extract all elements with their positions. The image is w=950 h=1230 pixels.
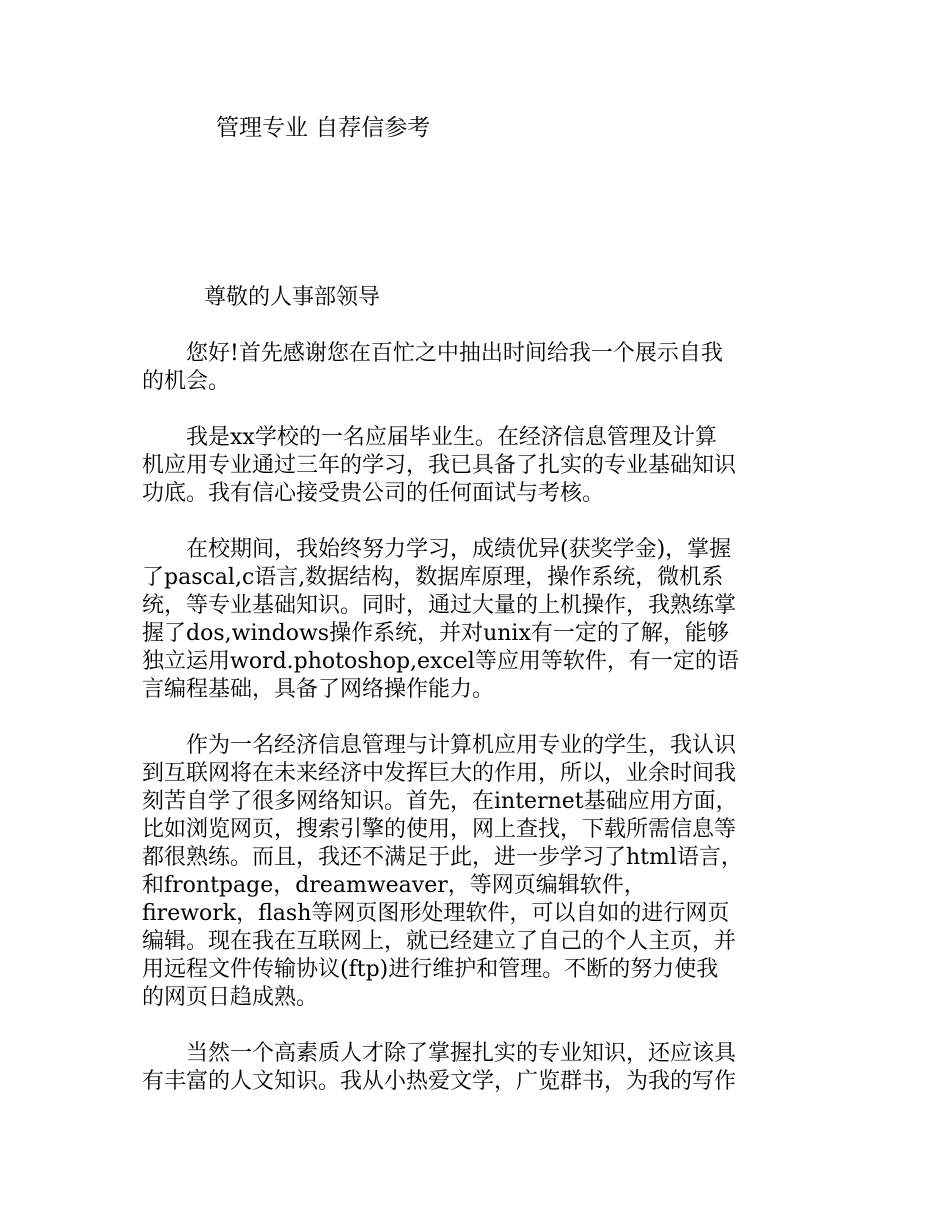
paragraph-line: 独立运用word.photoshop,excel等应用等软件，有一定的语 (142, 649, 739, 674)
paragraph-line: 在校期间，我始终努力学习，成绩优异(获奖学金)，掌握 (142, 537, 732, 562)
paragraph-line: firework，flash等网页图形处理软件，可以自如的进行网页 (142, 901, 730, 926)
paragraph-introduction (142, 424, 814, 508)
paragraph-line: 和frontpage，dreamweaver，等网页编辑软件， (142, 873, 646, 898)
paragraph-line: 比如浏览网页，搜索引擎的使用，网上查找，下载所需信息等 (142, 817, 737, 842)
paragraph-line: 机应用专业通过三年的学习，我已具备了扎实的专业基础知识 (142, 453, 737, 478)
paragraph-line: 功底。我有信心接受贵公司的任何面试与考核。 (142, 481, 605, 506)
paragraph-line: 了pascal,c语言,数据结构，数据库原理，操作系统，微机系 (142, 565, 724, 590)
paragraph-line: 刻苦自学了很多网络知识。首先，在internet基础应用方面， (142, 789, 738, 814)
paragraph-line: 作为一名经济信息管理与计算机应用专业的学生，我认识 (142, 733, 737, 758)
paragraph-humanities (142, 1040, 814, 1096)
paragraph-line: 都很熟练。而且，我还不满足于此，进一步学习了html语言， (142, 845, 743, 870)
paragraph-school-study (142, 536, 814, 704)
salutation: 尊敬的人事部领导 (204, 285, 381, 310)
paragraph-greeting (142, 340, 814, 396)
paragraph-line: 握了dos,windows操作系统，并对unix有一定的了解，能够 (142, 621, 729, 646)
paragraph-line: 用远程文件传输协议(ftp)进行维护和管理。不断的努力使我 (142, 957, 719, 982)
paragraph-line: 的网页日趋成熟。 (142, 985, 319, 1010)
document-title: 管理专业 自荐信参考 (216, 115, 431, 141)
paragraph-line: 到互联网将在未来经济中发挥巨大的作用，所以，业余时间我 (142, 761, 737, 786)
paragraph-line: 的机会。 (142, 369, 231, 394)
paragraph-line: 言编程基础，具备了网络操作能力。 (142, 677, 495, 702)
letter-body (142, 340, 814, 1124)
paragraph-line: 编辑。现在我在互联网上，就已经建立了自己的个人主页，并 (142, 929, 737, 954)
paragraph-line: 有丰富的人文知识。我从小热爱文学，广览群书，为我的写作 (142, 1069, 737, 1094)
paragraph-internet-skills (142, 732, 814, 1012)
paragraph-line: 您好!首先感谢您在百忙之中抽出时间给我一个展示自我 (142, 341, 723, 366)
paragraph-line: 统，等专业基础知识。同时，通过大量的上机操作，我熟练掌 (142, 593, 737, 618)
paragraph-line: 我是xx学校的一名应届毕业生。在经济信息管理及计算 (142, 425, 717, 450)
paragraph-line: 当然一个高素质人才除了掌握扎实的专业知识，还应该具 (142, 1041, 737, 1066)
